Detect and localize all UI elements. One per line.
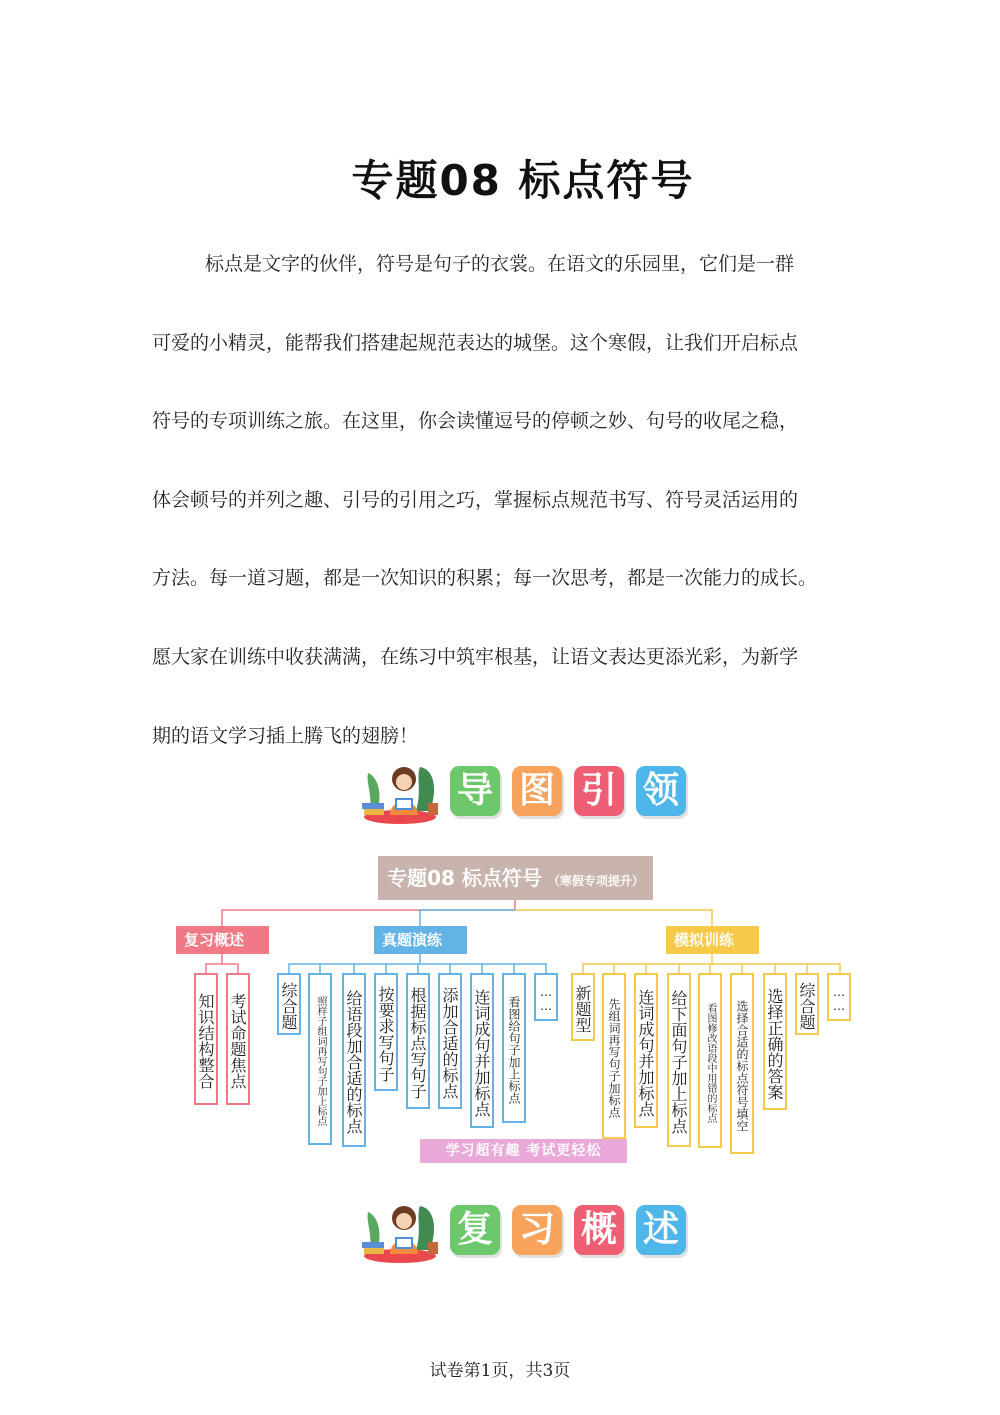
leaf-mock: 综合题 <box>795 973 819 1035</box>
tile-3: 引 <box>574 766 624 816</box>
leaf-mock: 选择合适的标点符号填空 <box>730 973 754 1154</box>
leaf-real-exam: 给语段加合适的标点 <box>342 973 366 1147</box>
page-footer: 试卷第1页，共3页 <box>429 1361 571 1381</box>
page-title: 专题08 标点符号 <box>351 156 695 205</box>
tile-2: 图 <box>512 766 562 816</box>
mindmap-root-subtitle: （寒假专项提升） <box>547 874 644 888</box>
intro-line: 方法。每一道习题，都是一次知识的积累；每一次思考，都是一次能力的成长。 <box>152 567 818 590</box>
leaf-real-exam: 照样子组词再写句子加上标点 <box>308 973 332 1145</box>
mindmap-slogan: 学习超有趣 考试更轻松 <box>420 1139 627 1163</box>
tile-2: 习 <box>512 1205 562 1255</box>
tile-3: 概 <box>574 1205 624 1255</box>
reading-girl-icon <box>360 759 444 825</box>
leaf-mock: 看图修改语段中用错的标点 <box>698 973 722 1148</box>
intro-line: 可爱的小精灵，能帮我们搭建起规范表达的城堡。这个寒假，让我们开启标点 <box>152 331 799 354</box>
leaf-mock: 先组词再写句子加标点 <box>602 973 626 1139</box>
leaf-real-exam: 根据标点写句子 <box>406 973 430 1109</box>
leaf-mock: 给下面句子加上标点 <box>667 973 691 1147</box>
branch-mock: 模拟训练 <box>666 926 759 954</box>
leaf-mock: 选择正确的答案 <box>763 973 787 1110</box>
branch-real-exam: 真题演练 <box>374 926 467 954</box>
tile-4: 领 <box>636 766 686 816</box>
mindmap-root-title: 专题08 标点符号 <box>387 866 542 890</box>
branch-review: 复习概述 <box>176 926 269 954</box>
tile-1: 复 <box>450 1205 500 1255</box>
leaf-review: 知识结构整合 <box>194 973 218 1105</box>
tile-4: 述 <box>636 1205 686 1255</box>
intro-line: 体会顿号的并列之趣、引号的引用之巧，掌握标点规范书写、符号灵活运用的 <box>152 488 799 511</box>
section-banner-review <box>360 1198 700 1264</box>
intro-line: 愿大家在训练中收获满满，在练习中筑牢根基，让语文表达更添光彩，为新学 <box>152 645 799 668</box>
section-banner-mindmap <box>360 759 700 825</box>
leaf-mock: …… <box>827 973 851 1021</box>
leaf-real-exam: 按要求写句子 <box>374 973 398 1091</box>
mindmap-root <box>378 856 653 900</box>
intro-line: 标点是文字的伙伴，符号是句子的衣裳。在语文的乐园里，它们是一群 <box>205 253 795 275</box>
leaf-mock: 连词成句并加标点 <box>634 973 658 1128</box>
leaf-review: 考试命题焦点 <box>226 973 250 1105</box>
tile-1: 导 <box>450 766 500 816</box>
leaf-real-exam: …… <box>534 973 558 1021</box>
intro-paragraph <box>152 225 867 775</box>
intro-line: 符号的专项训练之旅。在这里，你会读懂逗号的停顿之妙、句号的收尾之稳， <box>152 410 799 433</box>
intro-line: 期的语文学习插上腾飞的翅膀！ <box>152 724 419 747</box>
leaf-mock: 新题型 <box>571 973 595 1041</box>
leaf-real-exam: 连词成句并加标点 <box>470 973 494 1128</box>
leaf-real-exam: 综合题 <box>277 973 301 1035</box>
leaf-real-exam: 添加合适的标点 <box>438 973 462 1109</box>
reading-girl-icon <box>360 1198 444 1264</box>
leaf-real-exam: 看图给句子加上标点 <box>502 973 526 1123</box>
